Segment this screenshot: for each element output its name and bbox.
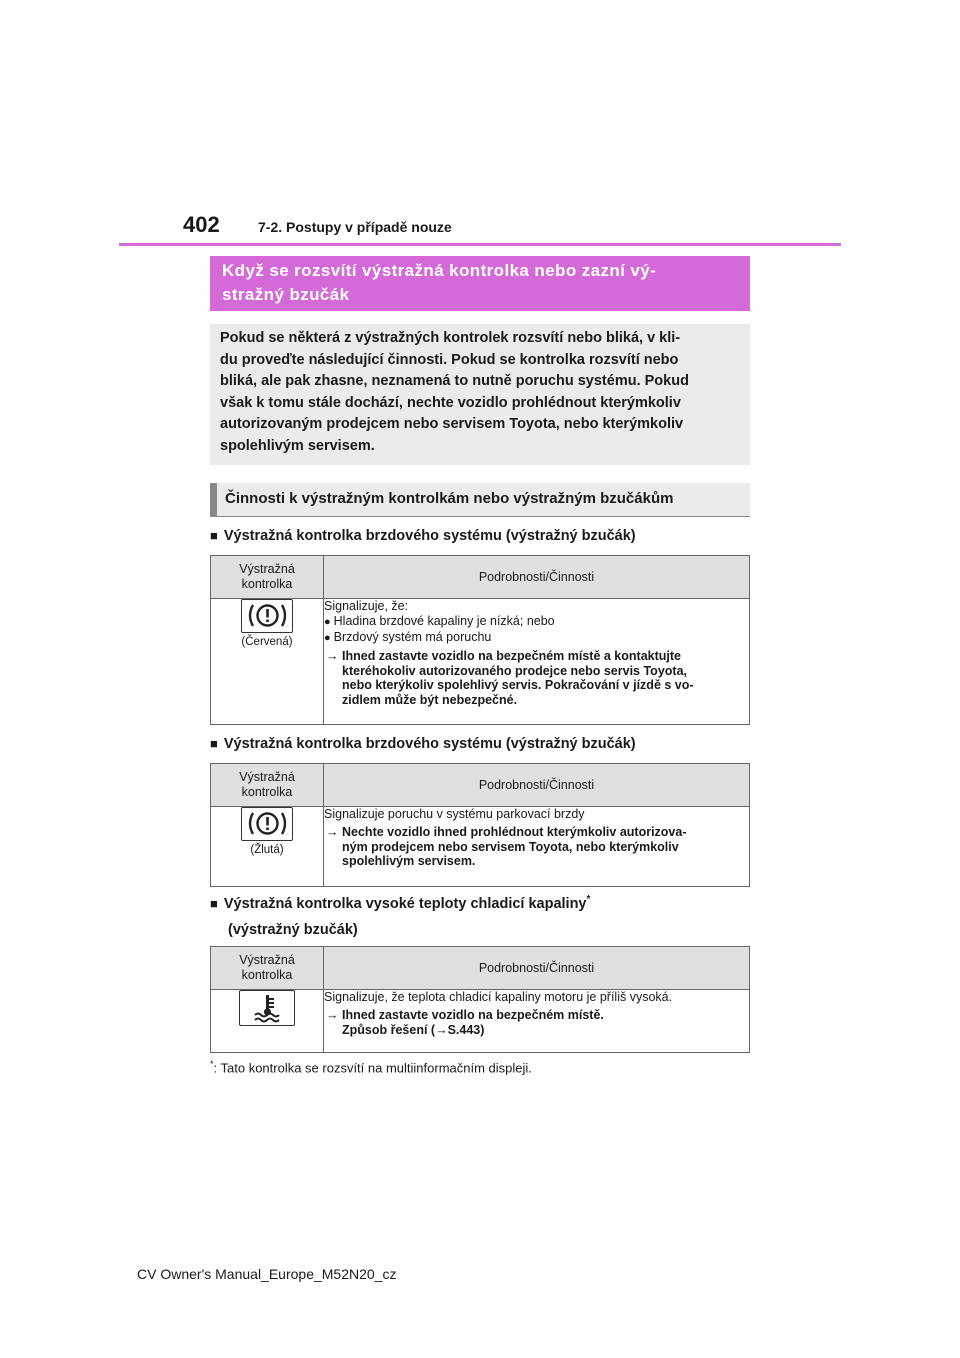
sub-heading: Činnosti k výstražným kontrolkám nebo výstražným bzučákům bbox=[210, 483, 750, 517]
bullet-item bbox=[324, 630, 749, 646]
brake-warning-icon bbox=[241, 599, 293, 633]
bullet-dot-icon: ● bbox=[324, 632, 331, 644]
color-note: (Žlutá) bbox=[250, 844, 284, 856]
bullet-item bbox=[324, 614, 749, 630]
item-title-brake-yellow bbox=[210, 733, 636, 755]
footnote-marker: * bbox=[586, 894, 591, 906]
intro-line: spolehlivým servisem. bbox=[220, 437, 375, 454]
warning-table-brake-yellow bbox=[210, 763, 750, 887]
indicator-cell bbox=[211, 807, 324, 887]
action-line: Nechte vozidlo ihned prohlédnout kterýmkoliv autorizova- bbox=[342, 825, 687, 839]
header-indicator-line: Výstražná bbox=[239, 770, 295, 784]
item-title-coolant bbox=[210, 893, 590, 941]
square-bullet: ■ bbox=[210, 896, 218, 911]
details-intro: Signalizuje, že: bbox=[324, 599, 409, 613]
table-header-details: Podrobnosti/Činnosti bbox=[324, 947, 750, 990]
item-title-text: Výstražná kontrolka brzdového systému (výstražný bzučák) bbox=[223, 528, 636, 544]
action-line: nebo kterýkoliv spolehlivý servis. Pokračování v jízdě s vo- bbox=[342, 678, 694, 693]
action-line: ným prodejcem nebo servisem Toyota, nebo kterýmkoliv bbox=[342, 839, 679, 854]
header-divider bbox=[119, 243, 841, 246]
details-cell bbox=[324, 990, 750, 1053]
arrow-icon: → bbox=[326, 1008, 339, 1022]
details-cell bbox=[324, 807, 750, 887]
section-title: 7-2. Postupy v případě nouze bbox=[258, 219, 452, 235]
arrow-icon: → bbox=[326, 825, 339, 839]
bullet-text: Brzdový systém má poruchu bbox=[333, 630, 492, 644]
header-indicator-line: kontrolka bbox=[241, 785, 293, 799]
details-intro: Signalizuje, že teplota chladicí kapaliny motoru je příliš vysoká. bbox=[324, 990, 673, 1004]
header-indicator-line: kontrolka bbox=[241, 968, 293, 982]
item-title-brake-red bbox=[210, 525, 636, 547]
page-number: 402 bbox=[183, 212, 220, 237]
indicator-cell bbox=[211, 990, 324, 1053]
table-header-details: Podrobnosti/Činnosti bbox=[324, 556, 750, 599]
intro-box bbox=[210, 324, 750, 465]
table-header-indicator bbox=[211, 947, 324, 990]
footnote-mark: * bbox=[210, 1059, 214, 1069]
square-bullet: ■ bbox=[210, 736, 218, 751]
arrow-icon: → bbox=[435, 1022, 448, 1037]
intro-line: bliká, ale pak zhasne, neznamená to nutně poruchu systému. Pokud bbox=[220, 373, 689, 390]
action-text bbox=[324, 649, 749, 707]
action-line: Ihned zastavte vozidlo na bezpečném místě a kontaktujte bbox=[342, 649, 681, 663]
brake-warning-icon bbox=[241, 807, 293, 841]
main-heading bbox=[210, 256, 750, 311]
action-line: kteréhokoliv autorizovaného prodejce nebo servis Toyota, bbox=[342, 663, 687, 678]
color-note: (Červená) bbox=[241, 636, 293, 648]
intro-line: du proveďte následující činnosti. Pokud se kontrolka rozsvítí nebo bbox=[220, 351, 679, 368]
intro-line: autorizovaným prodejcem nebo servisem Toyota, nebo kterýmkoliv bbox=[220, 416, 684, 433]
action-text bbox=[324, 825, 749, 869]
action-line: Ihned zastavte vozidlo na bezpečném místě. bbox=[342, 1008, 604, 1022]
page-footer: CV Owner's Manual_Europe_M52N20_cz bbox=[137, 1266, 397, 1282]
main-heading-line-1: Když se rozsvítí výstražná kontrolka nebo zazní vý- bbox=[222, 261, 657, 280]
table-header-indicator bbox=[211, 764, 324, 807]
intro-line: Pokud se některá z výstražných kontrolek rozsvítí nebo bliká, v kli- bbox=[220, 330, 681, 346]
footnote-text: : Tato kontrolka se rozsvítí na multiinformačním displeji. bbox=[213, 1060, 532, 1076]
item-title-text: Výstražná kontrolka brzdového systému (výstražný bzučák) bbox=[223, 736, 636, 752]
action-text bbox=[324, 1008, 749, 1037]
action-line: Způsob řešení ( bbox=[342, 1022, 436, 1037]
header-indicator-line: kontrolka bbox=[241, 577, 293, 591]
bullet-text: Hladina brzdové kapaliny je nízká; nebo bbox=[333, 614, 555, 628]
coolant-temperature-icon bbox=[239, 990, 295, 1026]
square-bullet: ■ bbox=[210, 528, 218, 543]
indicator-cell bbox=[211, 599, 324, 725]
bullet-dot-icon: ● bbox=[324, 616, 331, 628]
main-heading-line-2: stražný bzučák bbox=[222, 285, 350, 304]
header-indicator-line: Výstražná bbox=[239, 562, 295, 576]
page-reference-link[interactable]: S.443) bbox=[447, 1022, 485, 1037]
action-line: spolehlivým servisem. bbox=[342, 854, 476, 869]
action-line: zidlem může být nebezpečné. bbox=[342, 692, 518, 707]
item-title-text: Výstražná kontrolka vysoké teploty chladicí kapaliny bbox=[223, 896, 587, 912]
table-header-details: Podrobnosti/Činnosti bbox=[324, 764, 750, 807]
warning-table-coolant bbox=[210, 946, 750, 1053]
item-title-line-2: (výstražný bzučák) bbox=[228, 922, 358, 938]
table-header-indicator bbox=[211, 556, 324, 599]
footnote bbox=[210, 1059, 532, 1075]
details-cell bbox=[324, 599, 750, 725]
arrow-icon: → bbox=[326, 649, 339, 663]
intro-line: však k tomu stále dochází, nechte vozidlo prohlédnout kterýmkoliv bbox=[220, 394, 681, 411]
details-intro: Signalizuje poruchu v systému parkovací brzdy bbox=[324, 807, 585, 821]
warning-table-brake-red bbox=[210, 555, 750, 725]
header-indicator-line: Výstražná bbox=[239, 953, 295, 967]
